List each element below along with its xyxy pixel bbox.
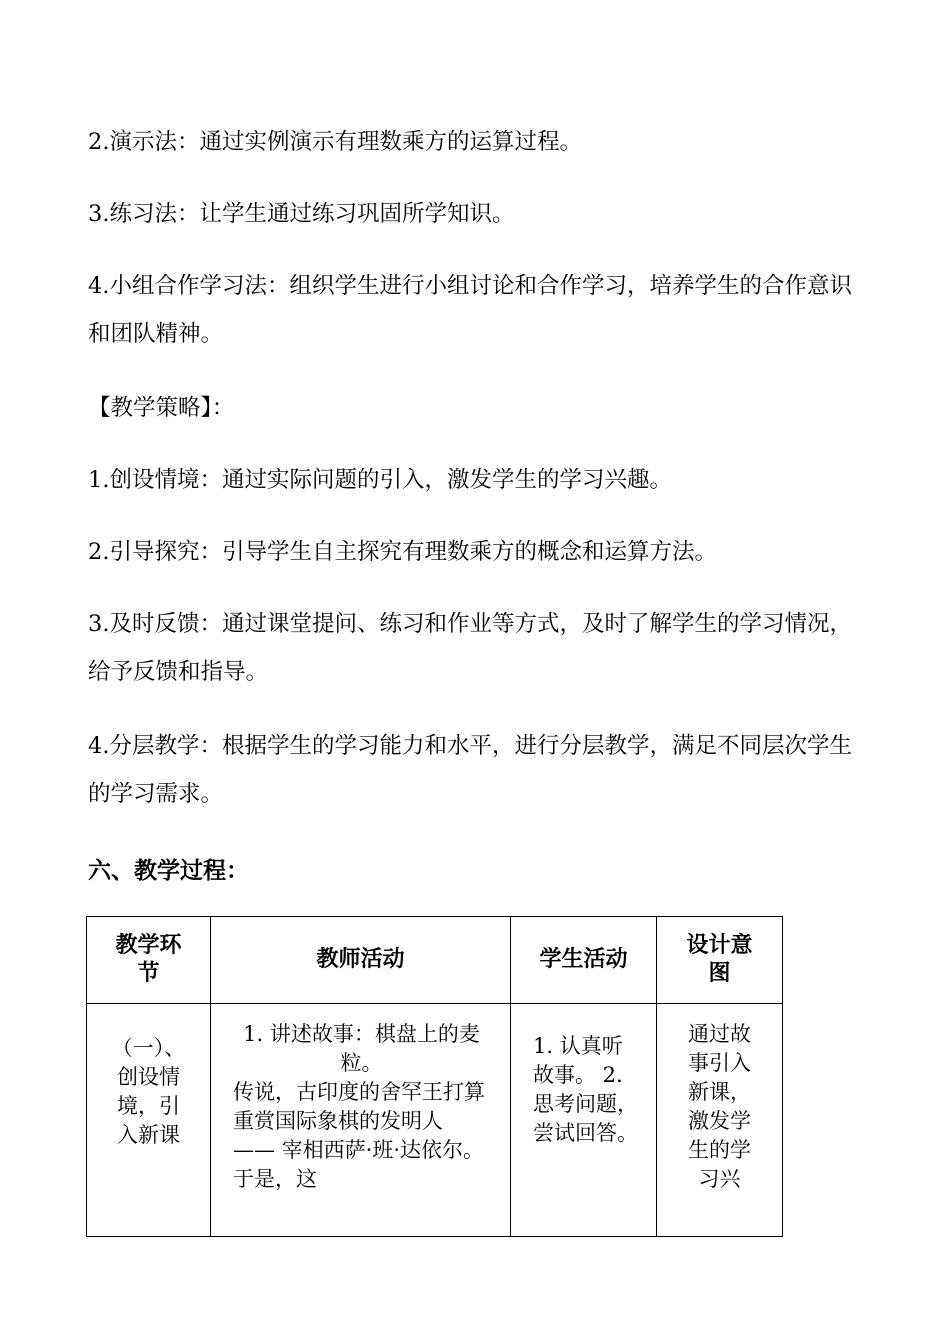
strategy-title: 【教学策略】： xyxy=(88,395,235,421)
strategy-2-paragraph: 2.引导探究：引导学生自主探究有理数乘方的概念和运算方法。 xyxy=(88,539,717,565)
design-intent-cell xyxy=(657,1004,783,1237)
stage-cell xyxy=(87,1004,211,1237)
stage-text: （一）、创设情境，引入新课 xyxy=(111,1036,186,1147)
teacher-activity-line1: 1. 讲述故事：棋盘上的麦粒。 xyxy=(243,1022,480,1075)
student-activity-cell xyxy=(511,1004,657,1237)
header-student-activity: 学生活动 xyxy=(511,917,657,1004)
table-header-row xyxy=(87,917,783,1004)
strategy-1-paragraph: 1.创设情境：通过实际问题的引入，激发学生的学习兴趣。 xyxy=(88,467,672,493)
header-teacher-activity: 教师活动 xyxy=(211,917,511,1004)
teacher-activity-cell xyxy=(211,1004,511,1237)
method-2-paragraph: 2.演示法：通过实例演示有理数乘方的运算过程。 xyxy=(88,129,582,155)
teacher-activity-line2: 传说，古印度的舍罕王打算重赏国际象棋的发明人 —— 宰相西萨·班·达依尔。于是，这 xyxy=(233,1080,485,1191)
design-intent-text: 通过故事引入新课，激发学生的学习兴 xyxy=(688,1022,751,1191)
strategy-4-paragraph: 4.分层教学：根据学生的学习能力和水平，进行分层教学，满足不同层次学生的学习需求。 xyxy=(88,733,852,807)
method-4-paragraph: 4.小组合作学习法：组织学生进行小组讨论和合作学习，培养学生的合作意识和团队精神。 xyxy=(88,273,852,347)
teaching-process-table xyxy=(86,916,783,1237)
method-3-paragraph: 3.练习法：让学生通过练习巩固所学知识。 xyxy=(88,201,515,227)
section-title: 六、教学过程： xyxy=(88,858,249,884)
student-activity-text: 1. 认真听故事。 2. 思考问题，尝试回答。 xyxy=(533,1034,638,1145)
strategy-3-paragraph: 3.及时反馈：通过课堂提问、练习和作业等方式，及时了解学生的学习情况，给予反馈和指导。 xyxy=(88,611,852,685)
header-stage: 教学环节 xyxy=(87,917,211,1004)
header-design-intent: 设计意图 xyxy=(657,917,783,1004)
table-row xyxy=(87,1004,783,1237)
